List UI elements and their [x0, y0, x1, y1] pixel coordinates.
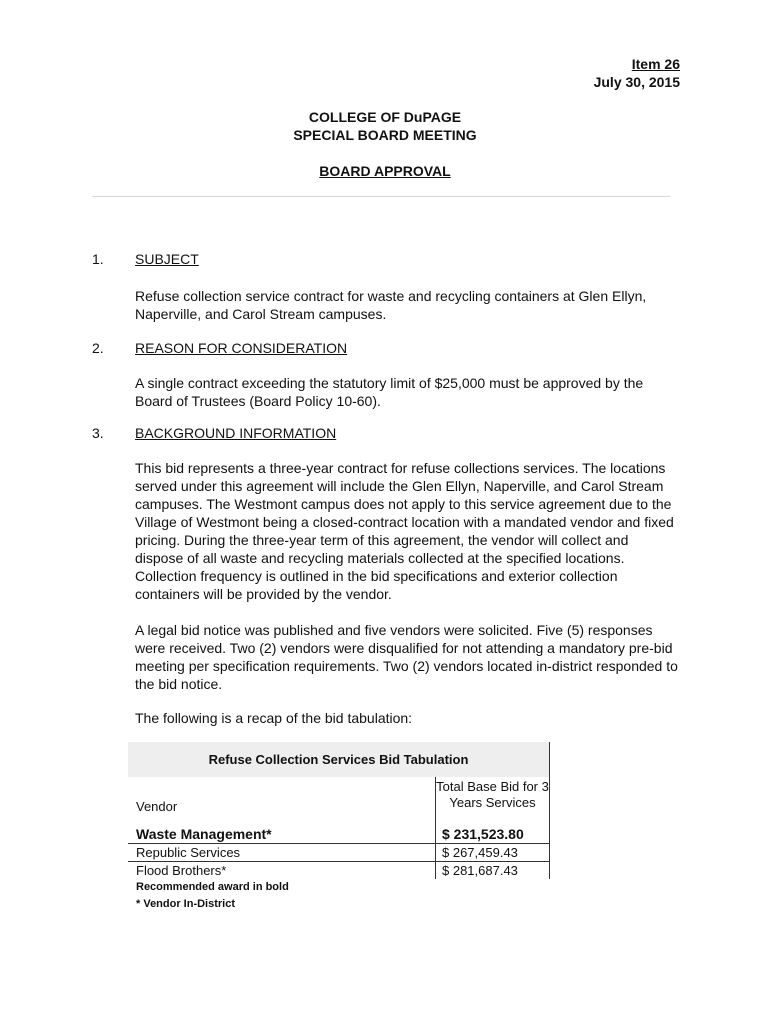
org-name: COLLEGE OF DuPAGE — [308, 109, 462, 125]
section-title: SUBJECT — [135, 251, 199, 267]
vendor-cell: Waste Management* — [136, 826, 272, 842]
vendor-cell: Republic Services — [136, 845, 241, 860]
bid-column-header: Total Base Bid for 3 Years Services — [435, 777, 550, 825]
section-number: 3. — [92, 425, 104, 441]
bid-cell: $ 231,523.80 — [435, 825, 550, 843]
background-paragraph-3: The following is a recap of the bid tabulation: — [135, 710, 413, 726]
bid-cell: $ 267,459.43 — [435, 844, 550, 861]
table-notes — [128, 879, 550, 913]
approval-heading: BOARD APPROVAL — [319, 163, 451, 179]
table-header-row — [128, 777, 550, 825]
title-block — [0, 108, 770, 180]
award-note: Recommended award in bold — [136, 881, 289, 893]
background-paragraph-1: This bid represents a three-year contract for refuse collections services. The locations served under this agreement will include the Glen Ellyn, Naperville, and Carol Stream campuses. The Westmont campus does not apply to this service agreement due to the Village of Westmont being a closed-contract location with a mandated vendor and fixed pricing. During the three-year term of this agreement, the vendor will collect and dispose of all waste and recycling materials collected at the specified locations. Collection frequency is outlined in the bid specifications and exterior collection containers will be provided by the vendor. — [135, 460, 674, 602]
bid-tabulation-table — [128, 742, 550, 913]
table-caption: Refuse Collection Services Bid Tabulation — [128, 742, 550, 777]
section-title: BACKGROUND INFORMATION — [135, 425, 337, 441]
section-number: 2. — [92, 340, 104, 356]
in-district-note: * Vendor In-District — [136, 898, 236, 910]
vendor-column-header: Vendor — [136, 799, 178, 814]
item-number: Item 26 — [631, 56, 680, 72]
document-header — [594, 55, 680, 91]
meeting-date: July 30, 2015 — [593, 74, 680, 90]
table-row — [128, 825, 550, 844]
background-paragraph-2: A legal bid notice was published and five vendors were solicited. Five (5) responses were received. Two (2) vendors were disqualified for not attending a mandatory pre-bid meeting per specification requirements. Two (2) vendors located in-district responded to the bid notice. — [135, 622, 678, 692]
divider — [92, 196, 670, 197]
section-title: REASON FOR CONSIDERATION — [135, 340, 348, 356]
reason-paragraph: A single contract exceeding the statutory limit of $25,000 must be approved by the Board of Trustees (Board Policy 10-60). — [135, 375, 644, 409]
bid-cell: $ 281,687.43 — [435, 862, 550, 879]
meeting-name: SPECIAL BOARD MEETING — [293, 127, 477, 143]
subject-paragraph: Refuse collection service contract for waste and recycling containers at Glen Ellyn, Naperville, and Carol Stream campuses. — [135, 288, 647, 322]
vendor-cell: Flood Brothers* — [136, 863, 227, 878]
table-row — [128, 862, 550, 879]
table-row — [128, 844, 550, 862]
section-number: 1. — [92, 251, 104, 267]
